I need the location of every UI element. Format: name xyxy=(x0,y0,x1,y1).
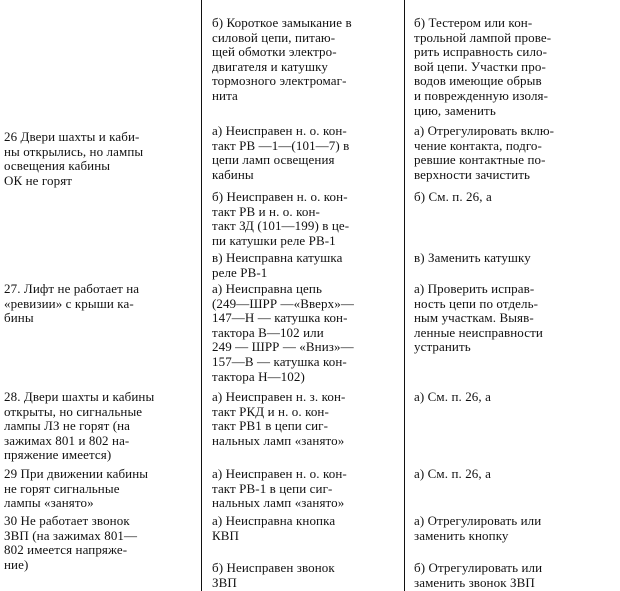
remedy-cell: а) Проверить исправ- ность цепи по отдель- ным участкам. Выяв- ленные неисправности устранить xyxy=(414,281,543,355)
problem-cell-28: 28. Двери шахты и кабины открыты, но сигнальные лампы ЛЗ не горят (на зажимах 801 и 802 на- пряжение имеется) xyxy=(4,389,155,463)
remedy-cell: а) См. п. 26, а xyxy=(414,466,491,481)
cause-cell: а) Неисправна цепь (249—ШРР —«Вверх»— 147—Н — катушка кон- тактора В—102 или 249 — ШРР — «Вниз»— 157—В — катушка кон- тактора Н—102) xyxy=(212,281,354,384)
problem-cell-26: 26 Двери шахты и каби- ны открылись, но лампы освещения кабины ОК не горят xyxy=(4,129,144,188)
problem-cell-27: 27. Лифт не работает на «ревизии» с крыши ка- бины xyxy=(4,281,140,326)
remedy-cell: а) Отрегулировать вклю- чение контакта, подго- ревшие контактные по- верхности зачистить xyxy=(414,123,555,182)
remedy-cell: б) Тестером или кон- трольной лампой прове- рить исправность сило- вой цепи. Участки про- водов имеющие обрыв и поврежденную изоля- цию, заменить xyxy=(414,15,552,118)
cause-cell: б) Неисправен звонок ЗВП xyxy=(212,560,335,590)
cause-cell: а) Неисправен н. о. кон- такт РВ-1 в цепи сиг- нальных ламп «занято» xyxy=(212,466,347,511)
problem-cell-29: 29 При движении кабины не горят сигнальные лампы «занято» xyxy=(4,466,149,511)
cause-cell: б) Неисправен н. о. кон- такт РВ и н. о. кон- такт ЗД (101—199) в це- пи катушки реле РВ-1 xyxy=(212,189,350,248)
cause-cell: а) Неисправна кнопка КВП xyxy=(212,513,336,543)
remedy-cell: а) Отрегулировать или заменить кнопку xyxy=(414,513,542,543)
cause-cell: б) Короткое замыкание в силовой цепи, питаю- щей обмотки электро- двигателя и катушку тормозного электромаг- нита xyxy=(212,15,352,103)
cause-cell: а) Неисправен н. з. кон- такт РКД и н. о. кон- такт РВ1 в цепи сиг- нальных ламп «занято» xyxy=(212,389,346,448)
remedy-cell: в) Заменить катушку xyxy=(414,250,531,265)
remedy-cell: б) Отрегулировать или заменить звонок ЗВП xyxy=(414,560,543,590)
column-divider-right xyxy=(404,0,405,591)
remedy-cell: б) См. п. 26, а xyxy=(414,189,492,204)
cause-cell: а) Неисправен н. о. кон- такт РВ —1—(101—7) в цепи ламп освещения кабины xyxy=(212,123,350,182)
remedy-cell: а) См. п. 26, а xyxy=(414,389,491,404)
column-divider-left xyxy=(201,0,202,591)
problem-cell-30: 30 Не работает звонок ЗВП (на зажимах 801— 802 имеется напряже- ние) xyxy=(4,513,138,572)
cause-cell: в) Неисправна катушка реле РВ-1 xyxy=(212,250,343,280)
